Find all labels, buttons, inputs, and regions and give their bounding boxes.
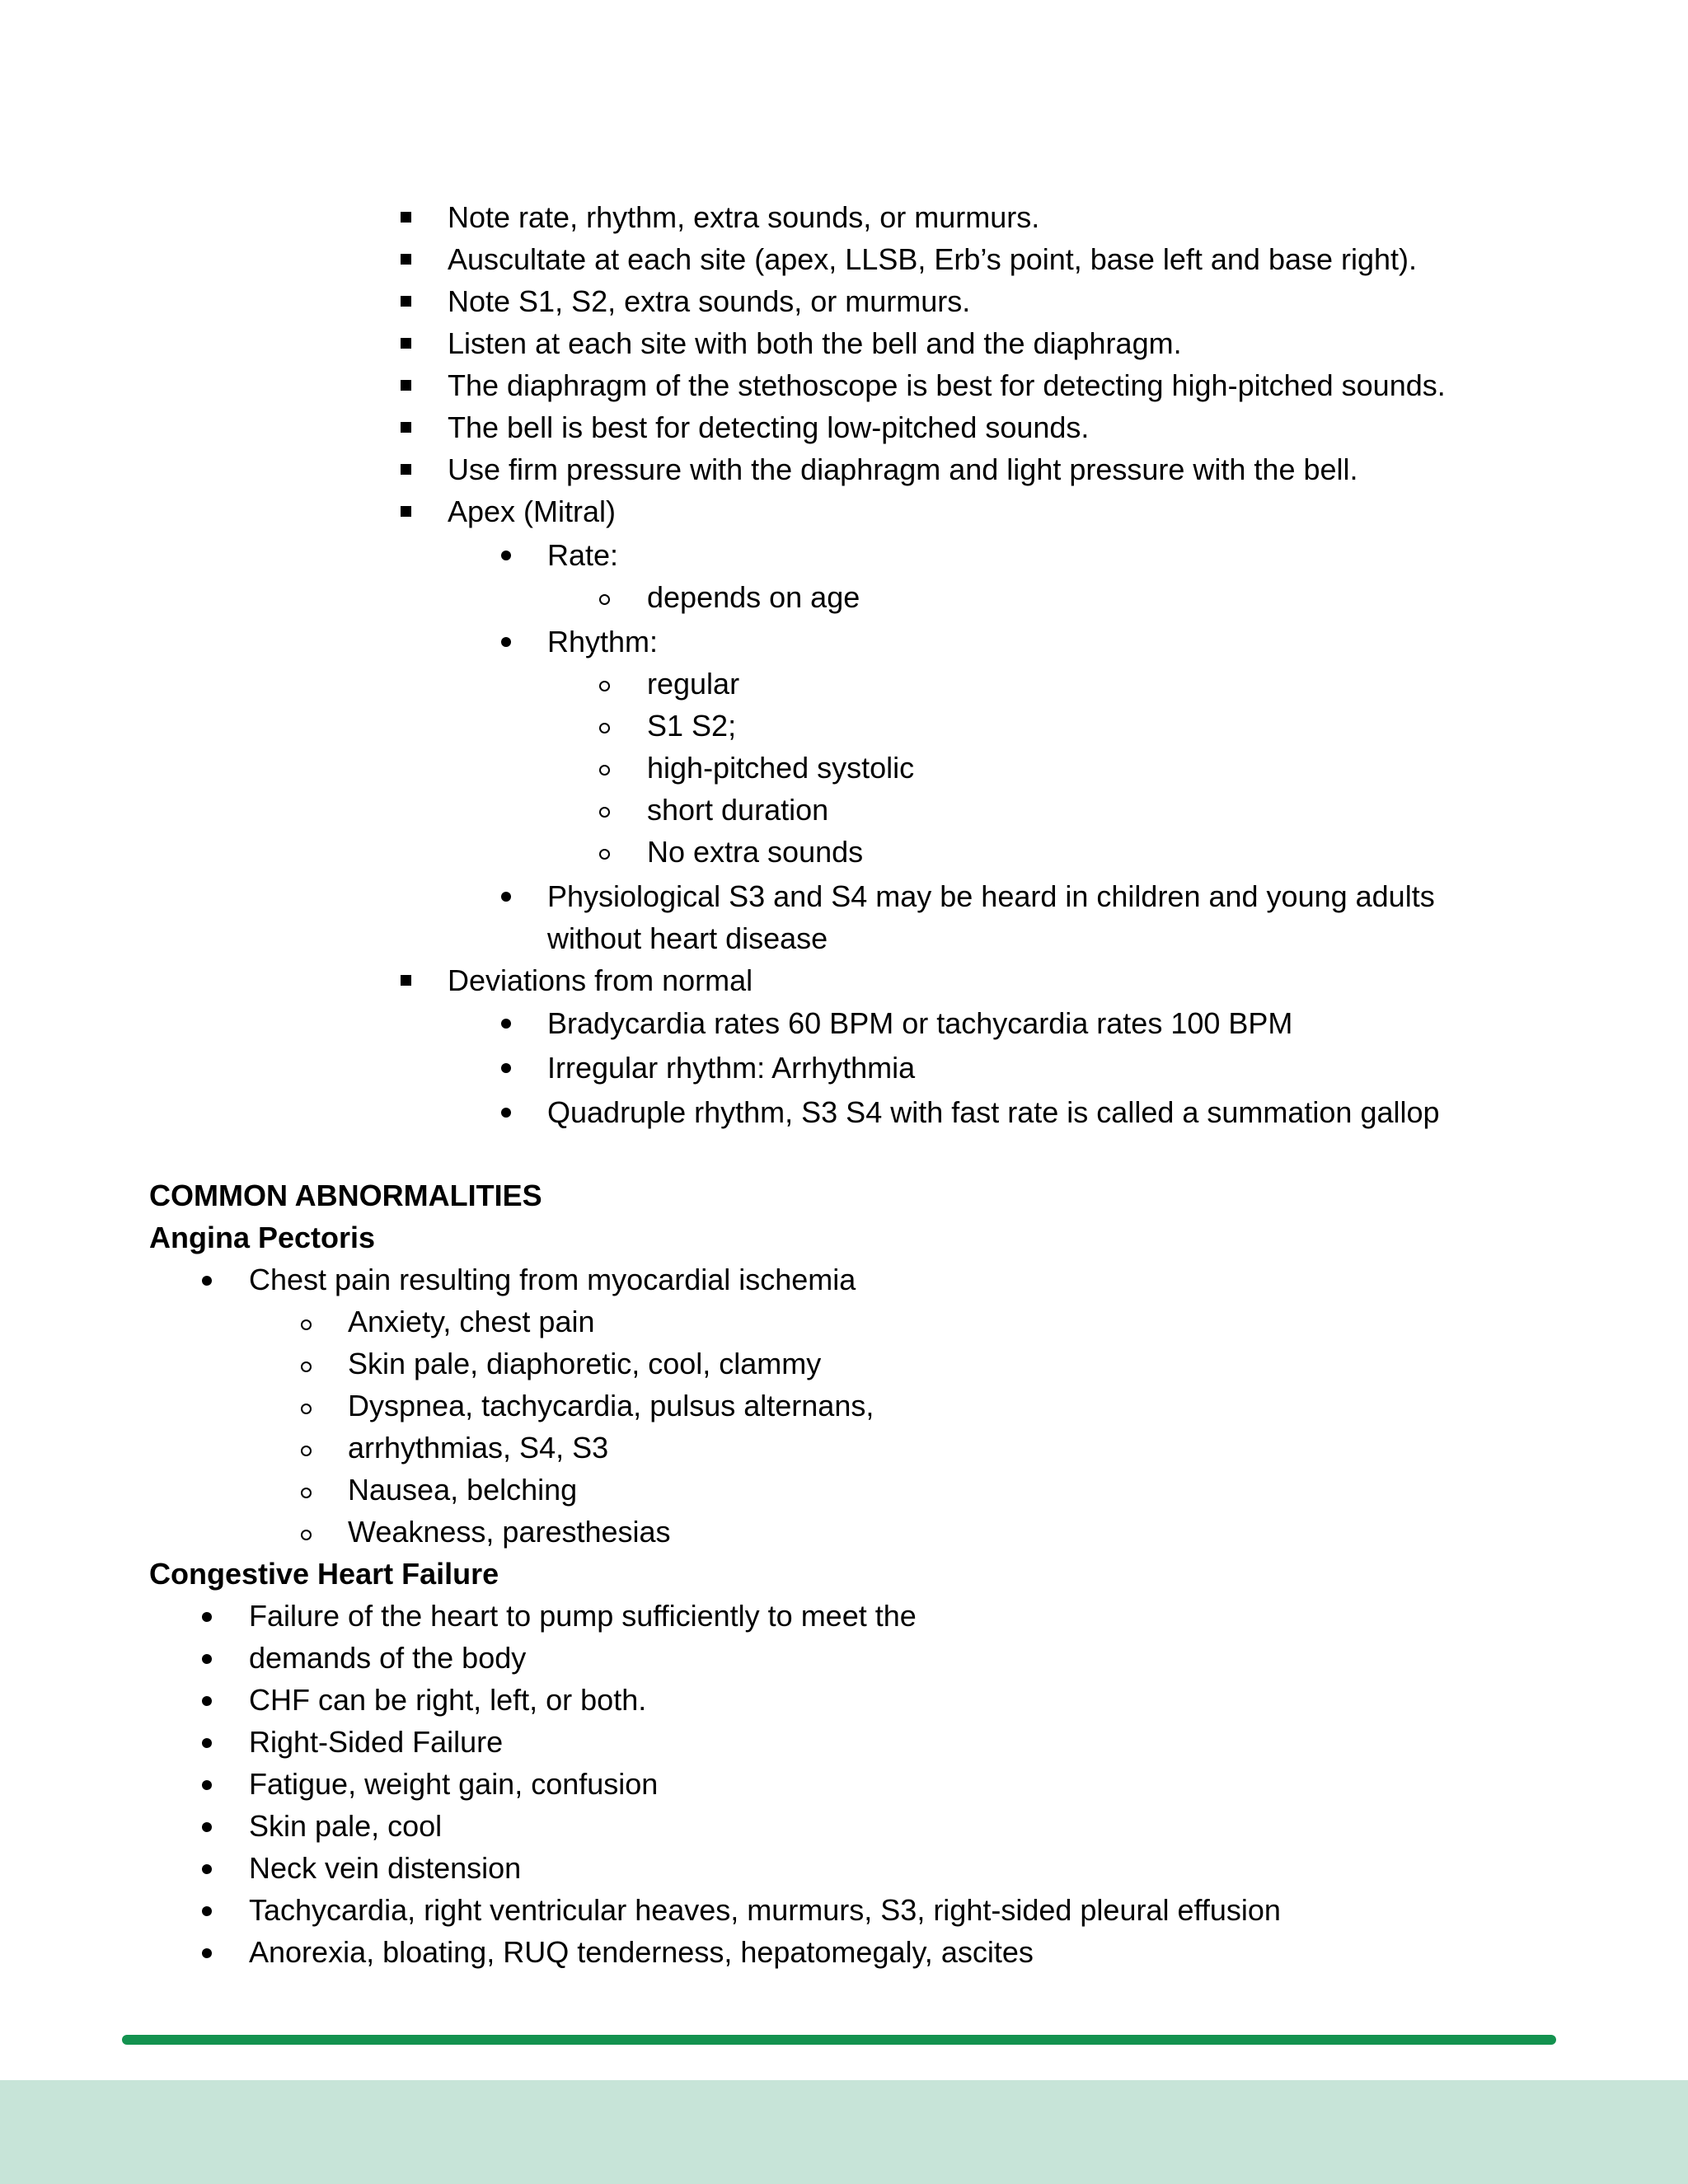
circle-bullet-icon xyxy=(301,1361,312,1372)
list-item: Quadruple rhythm, S3 S4 with fast rate is called a summation gallop xyxy=(547,1095,1440,1129)
dot-bullet-icon xyxy=(501,1019,511,1029)
circle-bullet-icon xyxy=(599,681,610,691)
square-bullet-icon xyxy=(401,254,411,265)
list-item: Bradycardia rates 60 BPM or tachycardia rates 100 BPM xyxy=(547,1006,1293,1040)
list-item: Use firm pressure with the diaphragm and light pressure with the bell. xyxy=(448,452,1358,486)
list-item: Note rate, rhythm, extra sounds, or murmurs. xyxy=(448,200,1040,234)
square-bullet-icon xyxy=(401,422,411,433)
square-bullet-icon xyxy=(401,464,411,475)
dot-bullet-icon xyxy=(202,1738,212,1748)
list-item: Tachycardia, right ventricular heaves, murmurs, S3, right-sided pleural effusion xyxy=(249,1893,1281,1927)
list-item: Skin pale, cool xyxy=(249,1809,443,1843)
physiological-note-line-2: without heart disease xyxy=(547,921,828,955)
list-item: regular xyxy=(647,667,740,701)
list-item: Fatigue, weight gain, confusion xyxy=(249,1767,659,1801)
list-item: Irregular rhythm: Arrhythmia xyxy=(547,1051,916,1085)
angina-title: Angina Pectoris xyxy=(149,1221,376,1254)
dot-bullet-icon xyxy=(202,1276,212,1286)
list-item: CHF can be right, left, or both. xyxy=(249,1683,647,1717)
list-item: No extra sounds xyxy=(647,835,864,869)
square-bullet-icon xyxy=(401,506,411,517)
circle-bullet-icon xyxy=(599,594,610,605)
dot-bullet-icon xyxy=(202,1906,212,1916)
dot-bullet-icon xyxy=(501,1108,511,1118)
list-item: Listen at each site with both the bell and the diaphragm. xyxy=(448,326,1182,360)
list-item: Right-Sided Failure xyxy=(249,1725,504,1759)
dot-bullet-icon xyxy=(202,1780,212,1790)
list-item: Note S1, S2, extra sounds, or murmurs. xyxy=(448,284,971,318)
list-item: depends on age xyxy=(647,580,860,614)
circle-bullet-icon xyxy=(599,849,610,860)
square-bullet-icon xyxy=(401,380,411,391)
list-item: Anxiety, chest pain xyxy=(348,1305,595,1338)
list-item: S1 S2; xyxy=(647,709,737,743)
list-item: Dyspnea, tachycardia, pulsus alternans, xyxy=(348,1389,874,1422)
apex-rate-label: Rate: xyxy=(547,538,619,572)
circle-bullet-icon xyxy=(599,807,610,818)
square-bullet-icon xyxy=(401,338,411,349)
list-item: short duration xyxy=(647,793,829,827)
list-item: arrhythmias, S4, S3 xyxy=(348,1431,609,1465)
dot-bullet-icon xyxy=(202,1612,212,1622)
circle-bullet-icon xyxy=(301,1404,312,1414)
section-heading: COMMON ABNORMALITIES xyxy=(149,1179,542,1212)
chf-title: Congestive Heart Failure xyxy=(149,1557,499,1591)
list-item: demands of the body xyxy=(249,1641,527,1675)
dot-bullet-icon xyxy=(202,1654,212,1664)
square-bullet-icon xyxy=(401,212,411,223)
list-item: Anorexia, bloating, RUQ tenderness, hepatomegaly, ascites xyxy=(249,1935,1034,1969)
circle-bullet-icon xyxy=(301,1530,312,1540)
dot-bullet-icon xyxy=(202,1696,212,1706)
circle-bullet-icon xyxy=(599,765,610,776)
dot-bullet-icon xyxy=(202,1948,212,1958)
list-item: Apex (Mitral) xyxy=(448,494,617,528)
dot-bullet-icon xyxy=(501,637,511,647)
physiological-note-line-1: Physiological S3 and S4 may be heard in children and young adults xyxy=(547,879,1435,913)
list-item: The bell is best for detecting low-pitched sounds. xyxy=(448,410,1090,444)
dot-bullet-icon xyxy=(202,1822,212,1832)
square-bullet-icon xyxy=(401,975,411,986)
dot-bullet-icon xyxy=(501,551,511,560)
list-item: Neck vein distension xyxy=(249,1851,522,1885)
square-bullet-icon xyxy=(401,296,411,307)
circle-bullet-icon xyxy=(301,1488,312,1498)
dot-bullet-icon xyxy=(202,1864,212,1874)
list-item: Nausea, belching xyxy=(348,1473,578,1507)
list-item: Weakness, paresthesias xyxy=(348,1515,671,1549)
list-item: The diaphragm of the stethoscope is best for detecting high-pitched sounds. xyxy=(448,368,1446,402)
deviations-label: Deviations from normal xyxy=(448,963,753,997)
dot-bullet-icon xyxy=(501,892,511,902)
list-item: Chest pain resulting from myocardial ischemia xyxy=(249,1263,856,1296)
list-item: high-pitched systolic xyxy=(647,751,915,785)
dot-bullet-icon xyxy=(501,1063,511,1073)
circle-bullet-icon xyxy=(301,1319,312,1330)
circle-bullet-icon xyxy=(301,1446,312,1456)
circle-bullet-icon xyxy=(599,723,610,733)
footer-rule xyxy=(122,2035,1556,2045)
list-item: Auscultate at each site (apex, LLSB, Erb’s point, base left and base right). xyxy=(448,242,1418,276)
apex-rhythm-label: Rhythm: xyxy=(547,625,659,658)
list-item: Skin pale, diaphoretic, cool, clammy xyxy=(348,1347,822,1380)
list-item: Failure of the heart to pump sufficiently to meet the xyxy=(249,1599,917,1633)
footer-band xyxy=(0,2080,1688,2184)
